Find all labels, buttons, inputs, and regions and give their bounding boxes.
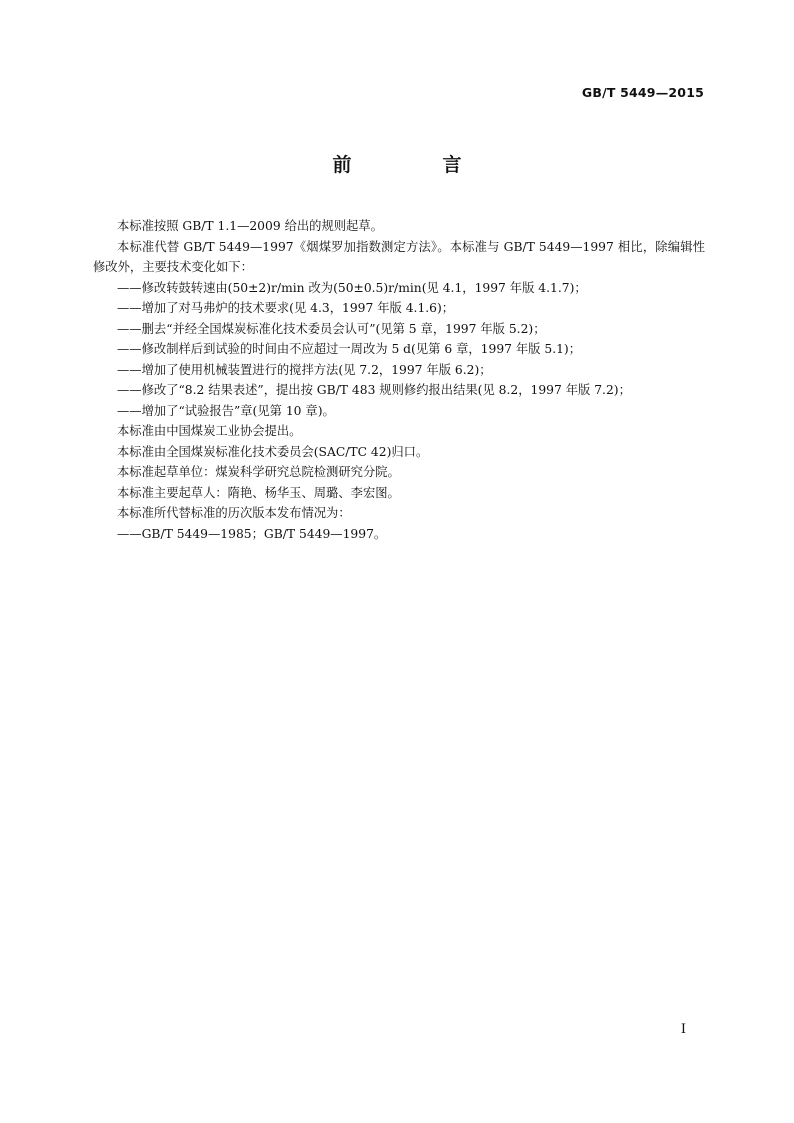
drafters-paragraph: 本标准主要起草人：隋艳、杨华玉、周璐、李宏图。 xyxy=(117,485,400,500)
change-item: ——修改转鼓转速由(50±2)r/min 改为(50±0.5)r/min(见 4.1，1997 年版 4.1.7)； xyxy=(117,280,587,295)
committee-paragraph: 本标准由全国煤炭标准化技术委员会(SAC/TC 42)归口。 xyxy=(117,444,429,459)
standard-code: GB/T 5449—2015 xyxy=(581,85,704,100)
drafting-rules-paragraph: 本标准按照 GB/T 1.1—2009 给出的规则起草。 xyxy=(117,219,383,233)
drafting-unit-paragraph: 本标准起草单位：煤炭科学研究总院检测研究分院。 xyxy=(117,465,400,479)
previous-editions-item: ——GB/T 5449—1985；GB/T 5449—1997。 xyxy=(117,526,387,541)
change-item: ——修改了“8.2 结果表述”，提出按 GB/T 483 规则修约报出结果(见 8.2，1997 年版 7.2)； xyxy=(117,383,631,397)
change-item: ——修改制样后到试验的时间由不应超过一周改为 5 d(见第 6 章，1997 年版 5.1)； xyxy=(117,342,582,356)
proposer-paragraph: 本标准由中国煤炭工业协会提出。 xyxy=(117,424,302,438)
change-item: ——增加了“试验报告”章(见第 10 章)。 xyxy=(117,403,335,418)
change-item: ——删去“并经全国煤炭标准化技术委员会认可”(见第 5 章，1997 年版 5.2)； xyxy=(117,321,546,336)
change-item: ——增加了使用机械装置进行的搅拌方法(见 7.2，1997 年版 6.2)； xyxy=(117,362,492,377)
page-title: 前 言 xyxy=(332,154,498,176)
page-number: I xyxy=(680,1022,686,1037)
replacement-paragraph: 本标准代替 GB/T 5449—1997《烟煤罗加指数测定方法》。本标准与 GB/T 5449—1997 相比，除编辑性修改外，主要技术变化如下： xyxy=(93,239,705,274)
foreword-body xyxy=(93,216,705,544)
change-item: ——增加了对马弗炉的技术要求(见 4.3，1997 年版 4.1.6)； xyxy=(117,301,455,315)
history-paragraph: 本标准所代替标准的历次版本发布情况为： xyxy=(117,506,351,520)
